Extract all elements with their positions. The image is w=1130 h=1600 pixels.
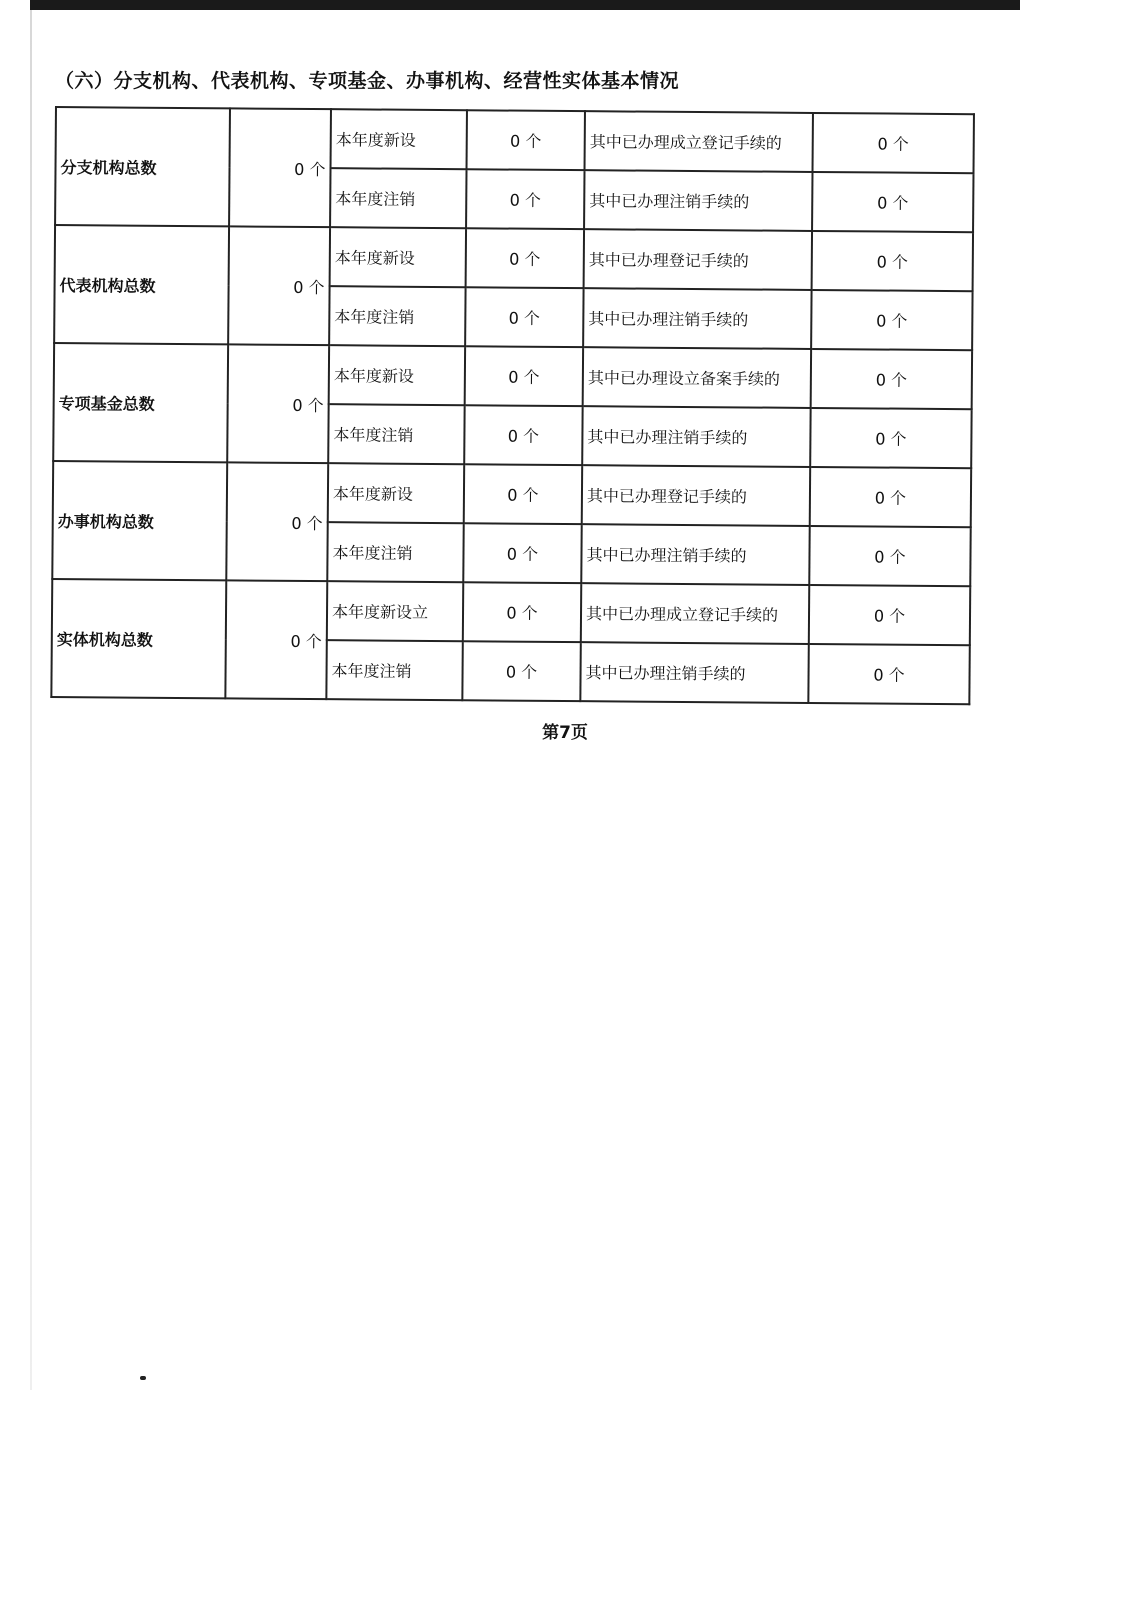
table-row bbox=[56, 107, 974, 173]
row-count: 0 个 bbox=[464, 405, 582, 465]
row-label: 本年度新设 bbox=[328, 463, 464, 523]
sub-label: 其中已办理设立备案手续的 bbox=[583, 347, 811, 408]
sub-count: 0 个 bbox=[809, 585, 970, 645]
scan-binding-edge bbox=[30, 10, 32, 1390]
row-count: 0 个 bbox=[467, 110, 585, 170]
row-count: 0 个 bbox=[463, 582, 581, 642]
table-row bbox=[52, 579, 970, 645]
category-label: 代表机构总数 bbox=[54, 225, 229, 344]
sub-count: 0 个 bbox=[812, 172, 973, 232]
category-label: 实体机构总数 bbox=[51, 579, 226, 698]
table-row bbox=[55, 225, 973, 291]
row-label: 本年度新设立 bbox=[327, 581, 463, 641]
row-count: 0 个 bbox=[466, 169, 584, 229]
row-count: 0 个 bbox=[464, 464, 582, 524]
sub-count: 0 个 bbox=[810, 467, 971, 527]
category-total: 0 个 bbox=[229, 108, 331, 227]
row-count: 0 个 bbox=[466, 228, 584, 288]
sub-label: 其中已办理注销手续的 bbox=[581, 524, 809, 585]
category-total: 0 个 bbox=[227, 344, 329, 463]
sub-label: 其中已办理注销手续的 bbox=[584, 170, 812, 231]
row-count: 0 个 bbox=[465, 346, 583, 406]
sub-count: 0 个 bbox=[808, 644, 969, 704]
row-count: 0 个 bbox=[465, 287, 583, 347]
category-label: 专项基金总数 bbox=[53, 343, 228, 462]
category-label: 分支机构总数 bbox=[55, 107, 230, 226]
scan-top-edge bbox=[30, 0, 1020, 10]
row-label: 本年度注销 bbox=[327, 522, 463, 582]
sub-label: 其中已办理注销手续的 bbox=[582, 406, 810, 467]
scan-speck bbox=[140, 1376, 146, 1380]
table-row bbox=[54, 343, 972, 409]
section-title: （六）分支机构、代表机构、专项基金、办事机构、经营性实体基本情况 bbox=[55, 70, 680, 92]
sub-label: 其中已办理成立登记手续的 bbox=[585, 111, 813, 172]
sub-count: 0 个 bbox=[813, 113, 974, 173]
row-label: 本年度注销 bbox=[326, 640, 462, 700]
organization-summary-table bbox=[50, 106, 975, 705]
sub-label: 其中已办理登记手续的 bbox=[582, 465, 810, 526]
sub-label: 其中已办理成立登记手续的 bbox=[581, 583, 809, 644]
row-count: 0 个 bbox=[463, 523, 581, 583]
sub-label: 其中已办理登记手续的 bbox=[584, 229, 812, 290]
row-count: 0 个 bbox=[462, 641, 580, 701]
sub-label: 其中已办理注销手续的 bbox=[583, 288, 811, 349]
sub-count: 0 个 bbox=[811, 349, 972, 409]
category-total: 0 个 bbox=[225, 580, 327, 699]
row-label: 本年度注销 bbox=[329, 286, 465, 346]
category-label: 办事机构总数 bbox=[52, 461, 227, 580]
row-label: 本年度新设 bbox=[331, 109, 467, 169]
category-total: 0 个 bbox=[228, 226, 330, 345]
page-number: 第7页 bbox=[542, 723, 588, 743]
sub-label: 其中已办理注销手续的 bbox=[580, 642, 808, 703]
sub-count: 0 个 bbox=[809, 526, 970, 586]
row-label: 本年度注销 bbox=[328, 404, 464, 464]
sub-count: 0 个 bbox=[811, 290, 972, 350]
category-total: 0 个 bbox=[226, 462, 328, 581]
sub-count: 0 个 bbox=[812, 231, 973, 291]
table-row bbox=[53, 461, 971, 527]
row-label: 本年度新设 bbox=[329, 345, 465, 405]
sub-count: 0 个 bbox=[810, 408, 971, 468]
row-label: 本年度注销 bbox=[330, 168, 466, 228]
row-label: 本年度新设 bbox=[330, 227, 466, 287]
